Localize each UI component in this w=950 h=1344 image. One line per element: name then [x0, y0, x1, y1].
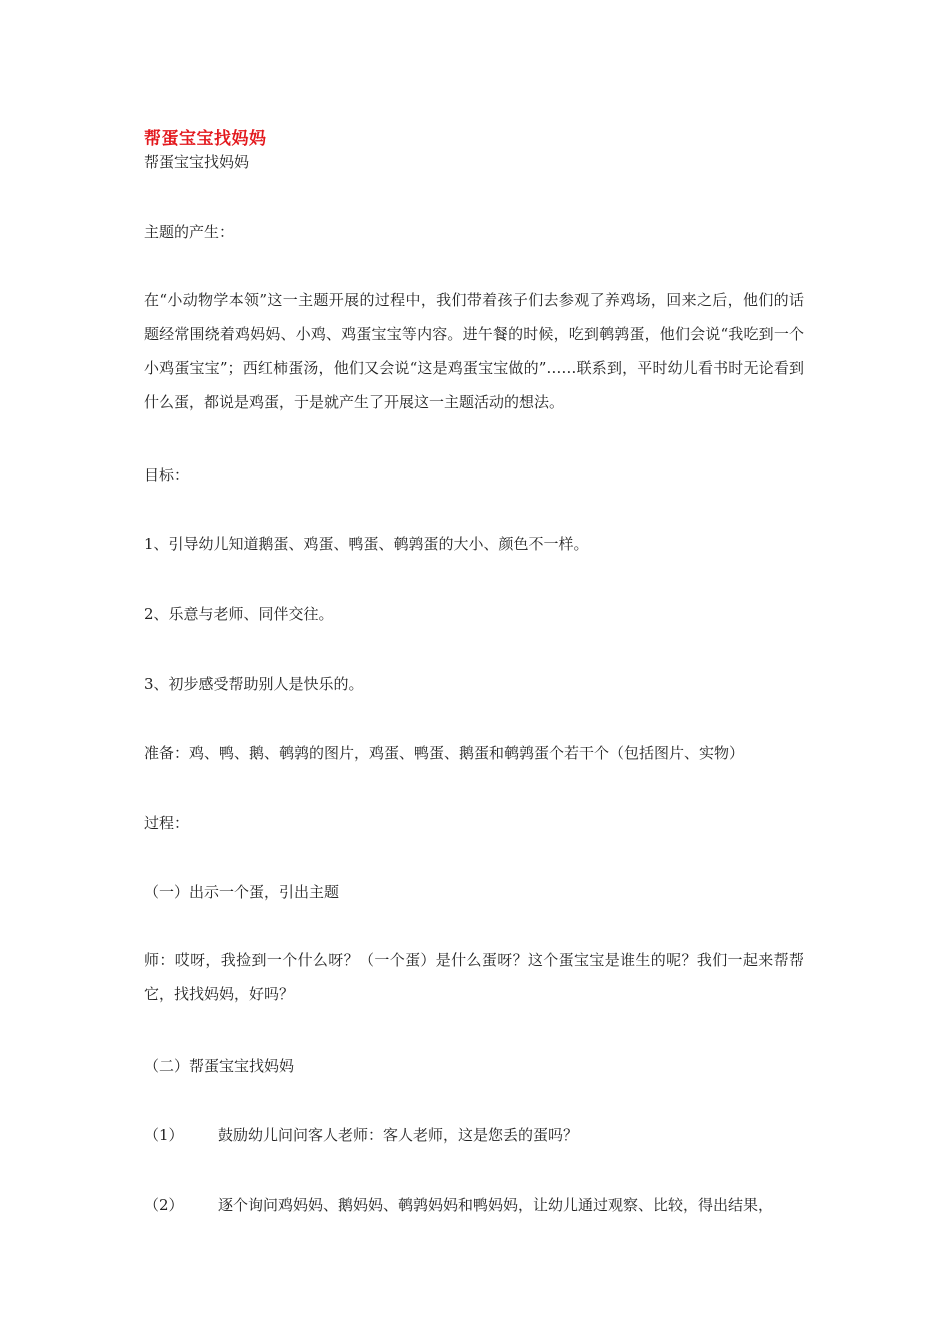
step2-item-1: [144, 1125, 578, 1145]
step1-heading: （一）出示一个蛋，引出主题: [144, 883, 340, 901]
step2-item-text: 逐个询问鸡妈妈、鹅妈妈、鹌鹑妈妈和鸭妈妈，让幼儿通过观察、比较，得出结果，: [218, 1196, 774, 1214]
step1-paragraph: 师：哎呀，我捡到一个什么呀？（一个蛋）是什么蛋呀？这个蛋宝宝是谁生的呢？我们一起来帮帮它，找找妈妈，好吗？: [144, 951, 804, 1003]
goal-item-2: 2、乐意与老师、同伴交往。: [144, 605, 334, 623]
document-title: 帮蛋宝宝找妈妈: [144, 129, 267, 149]
process-heading: 过程：: [144, 814, 190, 832]
step2-item-number: （1）: [144, 1126, 184, 1144]
goals-heading: 目标：: [144, 466, 190, 484]
step2-item-number: （2）: [144, 1196, 184, 1214]
goal-item-3: 3、初步感受帮助别人是快乐的。: [144, 675, 364, 693]
origin-paragraph: 在“小动物学本领”这一主题开展的过程中，我们带着孩子们去参观了养鸡场，回来之后，他们的话题经常围绕着鸡妈妈、小鸡、鸡蛋宝宝等内容。进午餐的时候，吃到鹌鹑蛋，他们会说“我吃到一个小鸡蛋宝宝”；西红柿蛋汤，他们又会说“这是鸡蛋宝宝做的”……联系到，平时幼儿看书时无论看到什么蛋，都说是鸡蛋，于是就产生了开展这一主题活动的想法。: [144, 291, 804, 411]
step2-item-text: 鼓励幼儿问问客人老师：客人老师，这是您丢的蛋吗？: [218, 1126, 579, 1144]
preparation-text: 准备：鸡、鸭、鹅、鹌鹑的图片，鸡蛋、鸭蛋、鹅蛋和鹌鹑蛋个若干个（包括图片、实物）: [144, 744, 745, 762]
document-subtitle: 帮蛋宝宝找妈妈: [144, 153, 250, 171]
step2-heading: （二）帮蛋宝宝找妈妈: [144, 1057, 295, 1075]
goal-item-1: 1、引导幼儿知道鹅蛋、鸡蛋、鸭蛋、鹌鹑蛋的大小、颜色不一样。: [144, 535, 589, 553]
origin-heading: 主题的产生：: [144, 223, 235, 241]
step2-item-2: [144, 1195, 773, 1215]
